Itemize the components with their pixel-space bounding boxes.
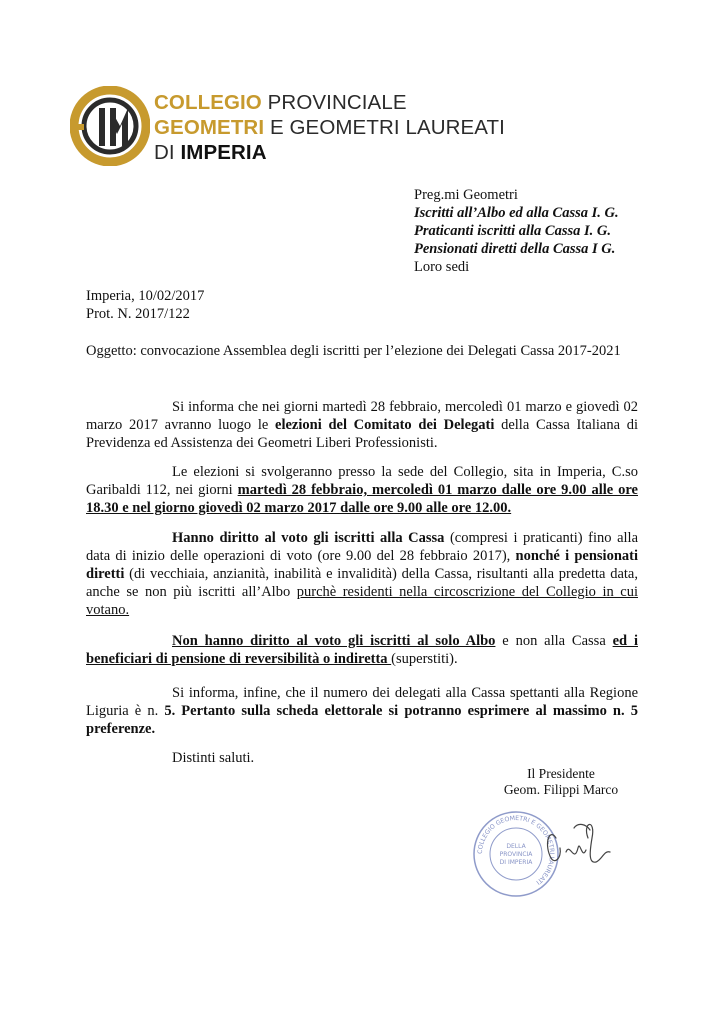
p1-text-c: della Cassa Italiana di Previdenza ed Assistenza dei Geometri Liberi Professionisti.	[86, 417, 639, 451]
p5-text-b: 5. Pertanto sulla scheda elettorale si potranno esprimere al massimo n. 5 preferenze.	[86, 703, 638, 737]
recipients-greeting: Preg.mi Geometri	[414, 187, 518, 203]
president-name: Geom. Filippi Marco	[503, 782, 619, 797]
protocol-number: Prot. N. 2017/122	[86, 306, 190, 322]
recipients-block	[414, 186, 619, 276]
p3-text-e: purchè residenti nella circoscrizione del Collegio in cui votano.	[86, 584, 638, 618]
logo-word-provinciale: PROVINCIALE	[267, 91, 407, 114]
p3-text-a: Hanno diritto al voto gli iscritti alla Cassa	[172, 530, 445, 546]
paragraph-2	[86, 463, 638, 517]
p2-text-b: martedì 28 febbraio, mercoledì 01 marzo dalle ore 9.00 alle ore 18.30 e nel giorno giovedì 02 marzo 2017 dalle ore 9.00 alle ore 12.00.	[86, 482, 638, 516]
stamp-center-3: DI IMPERIA	[499, 859, 533, 866]
p3-text-d: (di vecchiaia, anzianità, inabilità e invalidità) della Cassa, risultanti alla predetta data, anche se non più iscritti all’Albo	[86, 566, 638, 600]
p4-text-d: (superstiti).	[391, 651, 458, 667]
signature-block	[496, 766, 626, 798]
p1-text-b: elezioni del Comitato dei Delegati	[275, 417, 495, 433]
logo-word-collegio: COLLEGIO	[154, 91, 262, 114]
p1-text-a: Si informa che nei giorni martedì 28 febbraio, mercoledì 01 marzo e giovedì 02 marzo 2017 avranno luogo le	[86, 399, 638, 433]
paragraph-1	[86, 398, 638, 452]
p5-text-a: Si informa, infine, che il numero dei delegati alla Cassa spettanti alla Regione Liguria è n.	[86, 685, 638, 719]
logo-word-laureati: E GEOMETRI LAUREATI	[269, 116, 505, 139]
recipient-line-4: Loro sedi	[414, 259, 470, 275]
p3-text-b: (compresi i praticanti) fino alla data di inizio delle operazioni di voto (ore 9.00 del 28 febbraio 2017),	[86, 530, 639, 564]
recipient-line-2: Praticanti iscritti alla Cassa I. G.	[414, 223, 611, 239]
closing-salutation: Distinti saluti.	[172, 750, 255, 766]
paragraph-5	[86, 684, 638, 738]
logo-word-geometri: GEOMETRI	[154, 116, 265, 139]
official-stamp-icon	[470, 808, 630, 900]
stamp-center-2: PROVINCIA	[499, 851, 533, 858]
stamp-center-1: DELLA	[506, 843, 526, 850]
president-title: Il Presidente	[527, 766, 595, 781]
paragraph-4	[86, 632, 638, 668]
recipient-line-1: Iscritti all’Albo ed alla Cassa I. G.	[414, 205, 619, 221]
stamp-and-signature	[470, 808, 630, 900]
p4-text-a: Non hanno diritto al voto gli iscritti al solo Albo	[172, 633, 496, 649]
letter-meta	[86, 287, 204, 323]
p3-text-c: nonché i pensionati diretti	[86, 548, 639, 582]
stamp-ring-text: COLLEGIO GEOMETRI E GEOMETRI LAUREATI	[476, 814, 556, 886]
college-emblem-icon	[70, 86, 150, 166]
logo-word-imperia: IMPERIA	[180, 141, 267, 164]
p4-text-c: ed i beneficiari di pensione di reversibilità o indiretta	[86, 633, 638, 667]
college-name	[154, 90, 505, 165]
letter-subject: Oggetto: convocazione Assemblea degli iscritti per l’elezione dei Delegati Cassa 2017-2021	[86, 343, 621, 359]
recipient-line-3: Pensionati diretti della Cassa I G.	[414, 241, 616, 257]
letter-date: Imperia, 10/02/2017	[86, 288, 205, 304]
logo-word-di: DI	[154, 141, 175, 164]
college-logo	[70, 86, 505, 168]
p2-text-a: Le elezioni si svolgeranno presso la sede del Collegio, sita in Imperia, C.so Garibaldi 112, nei giorni	[86, 464, 638, 498]
p4-text-b: e non alla Cassa	[495, 633, 613, 649]
paragraph-3	[86, 529, 638, 619]
